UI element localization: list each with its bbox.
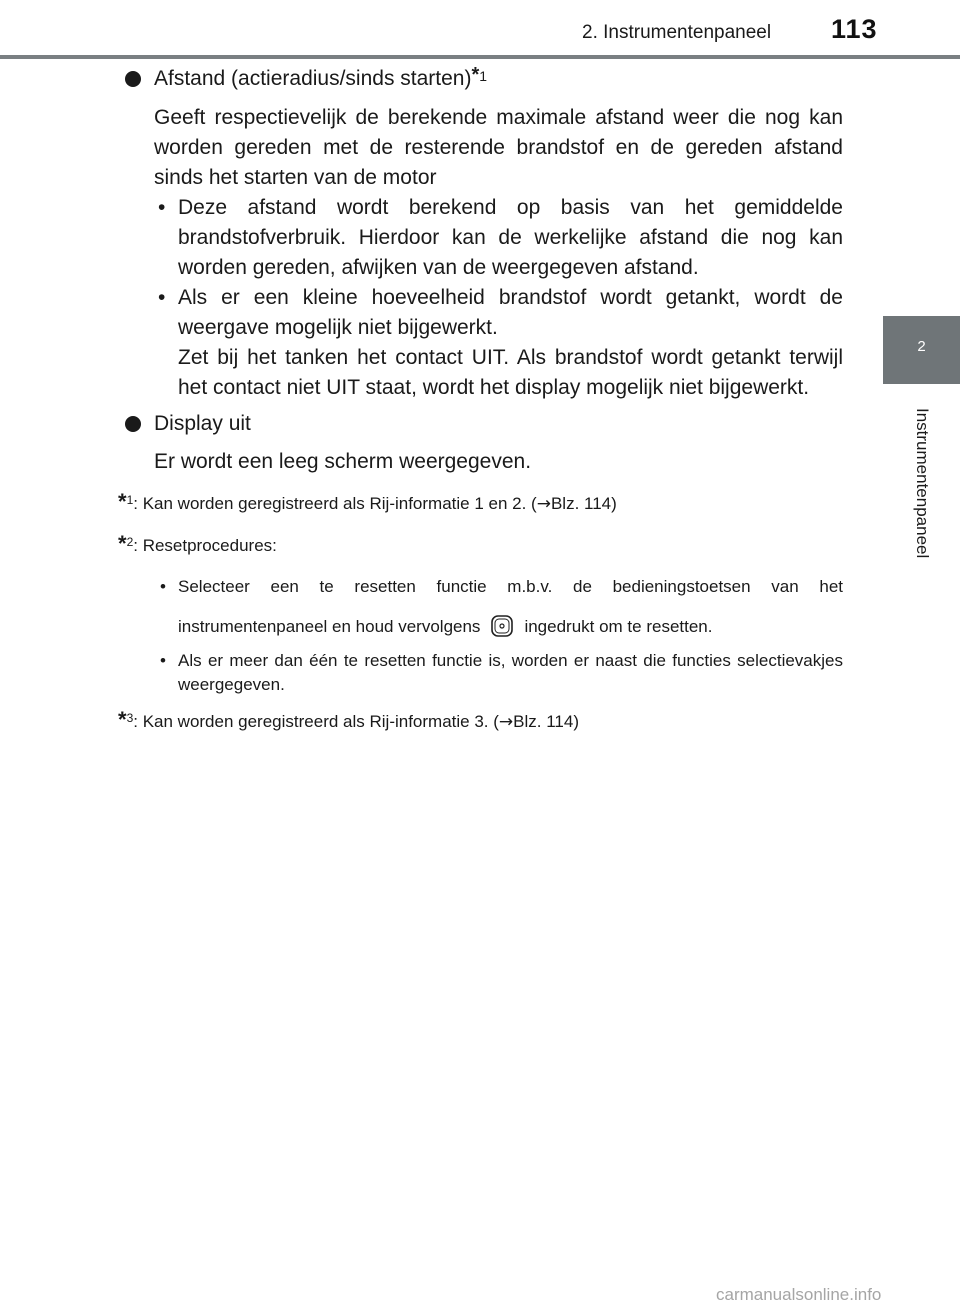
list-item-text: Als er een kleine hoeveelheid brandstof wordt getankt, wordt de weergave mogelijk niet bijgewerkt. <box>178 286 843 339</box>
filled-circle-icon <box>125 71 141 87</box>
page-number: 113 <box>831 14 878 44</box>
list-item <box>156 649 843 697</box>
footnote-1 <box>118 489 843 517</box>
footnote-2-list <box>118 567 843 697</box>
bullet-marker: • <box>158 286 166 309</box>
item-description: Geeft respectievelijk de berekende maximale afstand weer die nog kan worden gereden met de resterende brandstof en de gereden afstand sinds het starten van de motor <box>154 106 843 189</box>
footnote-text: : Kan worden geregistreerd als Rij-informatie 3. ( <box>133 712 499 731</box>
footnote-number: 3 <box>126 711 134 725</box>
watermark: carmanualsonline.info <box>716 1285 882 1304</box>
chapter-tab[interactable] <box>883 316 960 384</box>
footnote-text: : Kan worden geregistreerd als Rij-informatie 1 en 2. ( <box>133 494 537 513</box>
page-reference[interactable]: Blz. 114) <box>513 712 579 731</box>
footnote-number: 1 <box>126 493 134 507</box>
chapter-number: 2 <box>917 338 926 355</box>
footnote-3 <box>118 707 843 735</box>
item-sublist <box>118 193 843 403</box>
footnote-number: 2 <box>126 535 134 549</box>
footnote-2 <box>118 531 843 559</box>
chapter-label: Instrumentenpaneel <box>913 408 932 559</box>
arrow-right-icon: → <box>498 712 514 732</box>
list-item-text-extra: Zet bij het tanken het contact UIT. Als brandstof wordt getankt terwijl het contact niet UIT staat, wordt het display mogelijk niet bijgewerkt. <box>178 346 843 399</box>
footnote-ref: 1 <box>479 68 488 84</box>
footnote-star-icon: * <box>118 531 127 556</box>
bullet-marker: • <box>158 196 166 219</box>
running-header: 2. Instrumentenpaneel <box>582 22 772 43</box>
page-content <box>118 64 843 735</box>
list-item <box>154 283 843 403</box>
item-heading-text: Afstand (actieradius/sinds starten) <box>154 67 472 90</box>
item-heading-text: Display uit <box>154 412 251 435</box>
bullet-marker: • <box>160 651 166 670</box>
list-item-text: ingedrukt om te resetten. <box>524 617 713 636</box>
page-reference[interactable]: Blz. 114) <box>550 494 617 513</box>
footnote-star-icon: * <box>118 707 127 732</box>
list-item-text: Deze afstand wordt berekend op basis van het gemiddelde brandstofverbruik. Hierdoor kan de werkelijke afstand die nog kan worden gereden, afwijken van de weergegeven afstand. <box>178 196 843 279</box>
ok-button-icon <box>490 614 514 638</box>
bullet-marker: • <box>160 577 166 596</box>
header-divider <box>0 55 960 59</box>
footnote-star-icon: * <box>471 64 480 86</box>
item-heading-range <box>118 64 843 95</box>
list-item-text: Selecteer een te resetten functie m.b.v. de bedieningstoetsen van het instrumentenpaneel en houd vervolgens <box>178 577 843 636</box>
list-item <box>154 193 843 283</box>
item-description: Er wordt een leeg scherm weergegeven. <box>154 450 532 473</box>
item-heading-display-off <box>118 409 843 439</box>
footnote-text: : Resetprocedures: <box>133 536 277 555</box>
filled-circle-icon <box>125 416 141 432</box>
list-item-text: Als er meer dan één te resetten functie is, worden er naast die functies selectievakjes weergegeven. <box>178 651 843 694</box>
arrow-right-icon: → <box>536 494 551 514</box>
list-item <box>156 567 843 647</box>
footnote-star-icon: * <box>118 489 127 514</box>
